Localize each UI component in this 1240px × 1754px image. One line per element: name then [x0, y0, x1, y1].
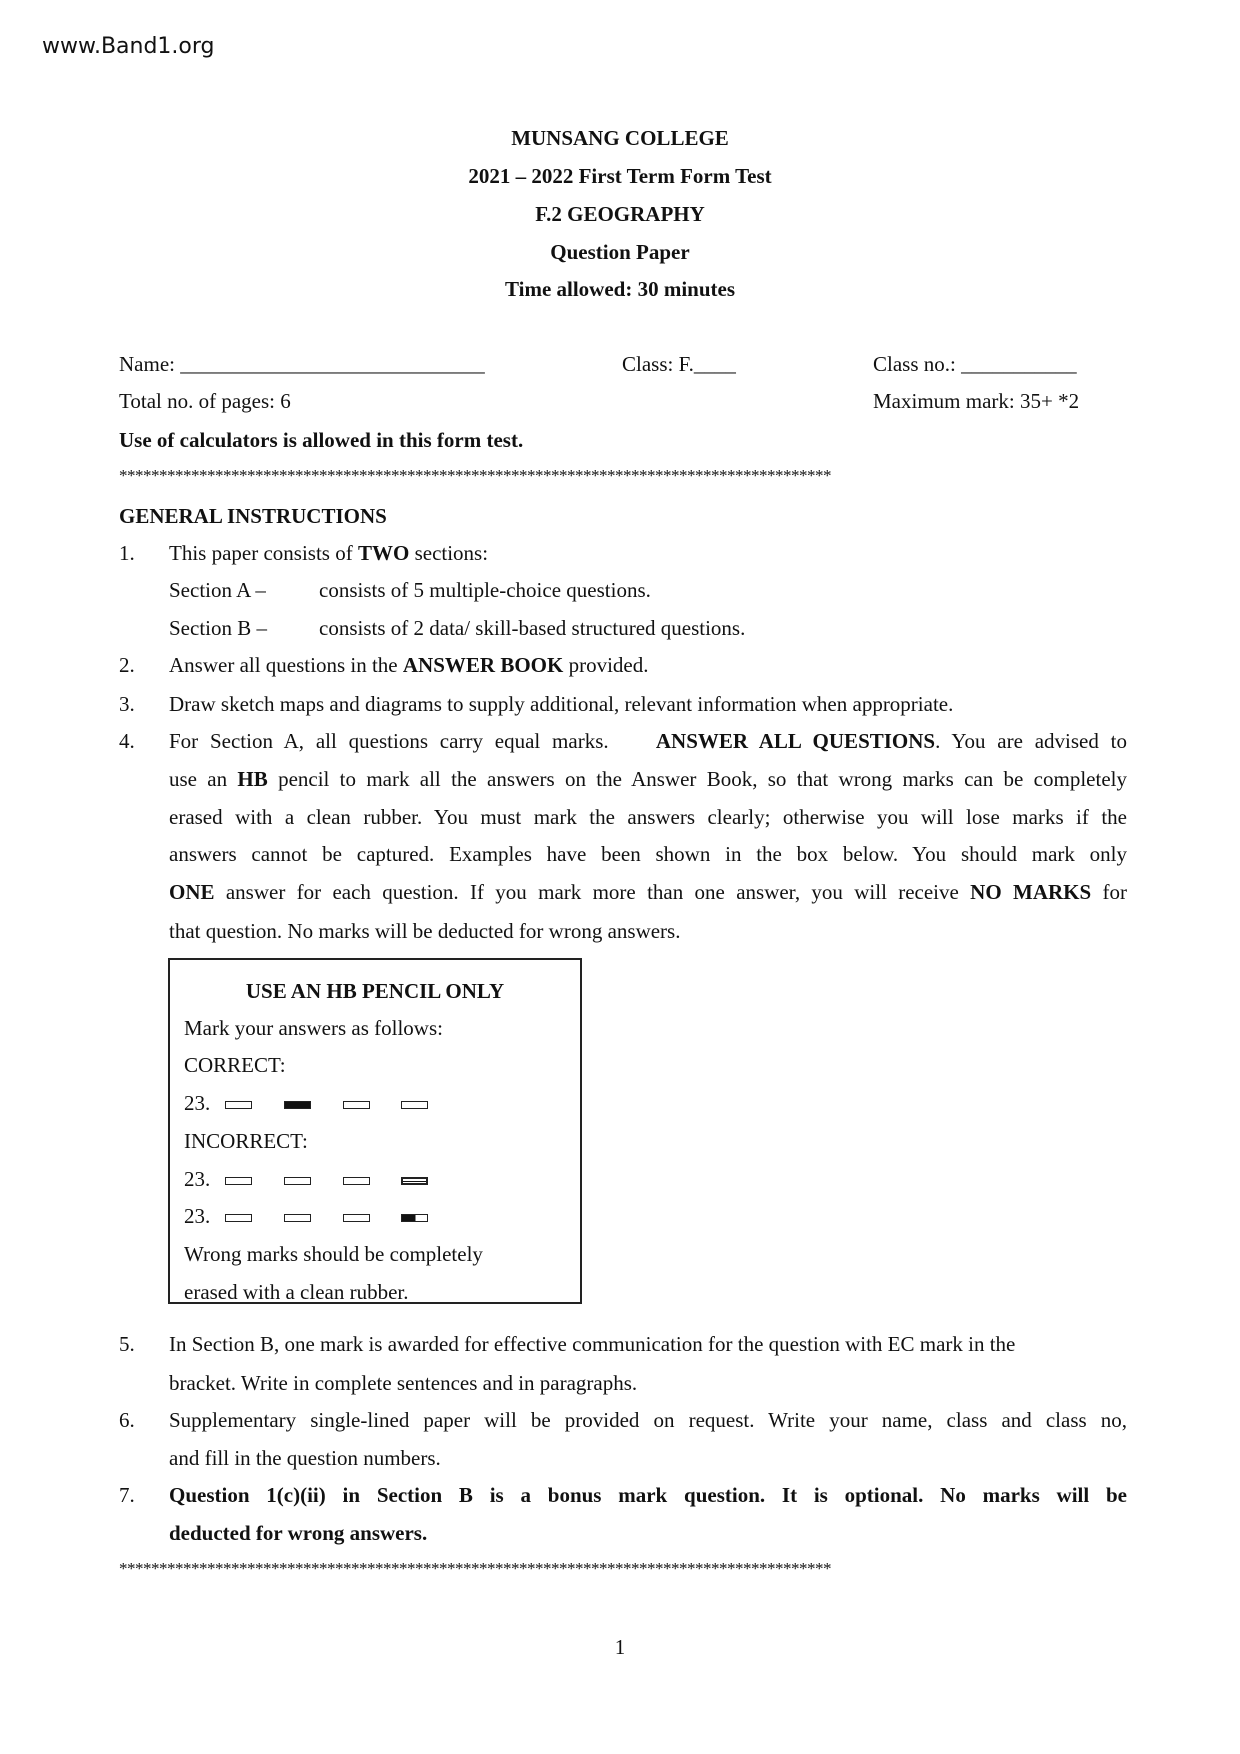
time-allowed: Time allowed: 30 minutes	[504, 277, 736, 301]
subject: F.2 GEOGRAPHY	[535, 202, 705, 226]
separator: *****************************************************************************************	[119, 1559, 831, 1578]
school-name: MUNSANG COLLEGE	[511, 126, 729, 150]
name-blank[interactable]: _____________________________	[180, 352, 485, 376]
item-number: 7.	[119, 1483, 135, 1507]
instruction-5-line: bracket. Write in complete sentences and in paragraphs.	[169, 1371, 638, 1395]
box-title: USE AN HB PENCIL ONLY	[245, 979, 505, 1003]
instruction-4-line: answers cannot be captured. Examples have been shown in the box below. You should mark only	[169, 842, 1127, 866]
class-blank[interactable]: ____	[693, 352, 736, 376]
instruction-7-line: deducted for wrong answers.	[169, 1521, 428, 1545]
incorrect-label: INCORRECT:	[184, 1129, 308, 1153]
name-field[interactable]	[119, 352, 485, 376]
answer-bubble-half-filled	[401, 1214, 428, 1222]
answer-bubble-empty	[225, 1214, 252, 1222]
instruction-6-line: and fill in the question numbers.	[169, 1446, 441, 1470]
paper-type: Question Paper	[550, 240, 690, 264]
question-number: 23.	[184, 1091, 211, 1115]
section-b-text: consists of 2 data/ skill-based structured questions.	[319, 616, 746, 640]
item-number: 5.	[119, 1332, 135, 1356]
class-no-label: Class no.:	[873, 352, 956, 376]
item-number: 6.	[119, 1408, 135, 1432]
answer-bubble-empty	[284, 1214, 311, 1222]
answer-bubble-filled	[284, 1101, 311, 1109]
section-a-text: consists of 5 multiple-choice questions.	[319, 578, 651, 602]
box-instruction: Mark your answers as follows:	[184, 1016, 443, 1040]
instruction-4-line: erased with a clean rubber. You must mark the answers clearly; otherwise you will lose marks if the	[169, 805, 1127, 829]
page-number: 1	[614, 1635, 626, 1659]
box-note: Wrong marks should be completely	[184, 1242, 483, 1266]
class-no-blank[interactable]: ___________	[961, 352, 1077, 376]
maximum-mark: Maximum mark: 35+ *2	[873, 389, 1080, 413]
instruction-1: This paper consists of TWO sections:	[169, 541, 489, 565]
separator: *****************************************************************************************	[119, 466, 831, 485]
total-pages: Total no. of pages: 6	[119, 389, 291, 413]
instruction-4-line: that question. No marks will be deducted for wrong answers.	[169, 919, 681, 943]
instruction-2: Answer all questions in the ANSWER BOOK provided.	[169, 653, 649, 677]
instructions-title: GENERAL INSTRUCTIONS	[119, 504, 387, 528]
box-note: erased with a clean rubber.	[184, 1280, 409, 1304]
question-number: 23.	[184, 1204, 211, 1228]
answer-bubble-empty	[284, 1177, 311, 1185]
class-label: Class: F.	[622, 352, 694, 376]
answer-bubble-empty	[225, 1101, 252, 1109]
answer-bubble-outlined	[401, 1177, 428, 1185]
class-no-field[interactable]	[873, 352, 1077, 376]
correct-label: CORRECT:	[184, 1053, 286, 1077]
instruction-4-line: use an HB pencil to mark all the answers on the Answer Book, so that wrong marks can be completely	[169, 767, 1127, 791]
instruction-4-line: For Section A, all questions carry equal marks. ANSWER ALL QUESTIONS. You are advised to	[169, 729, 1127, 753]
name-label: Name:	[119, 352, 175, 376]
answer-bubble-empty	[343, 1177, 370, 1185]
instruction-7-line: Question 1(c)(ii) in Section B is a bonus mark question. It is optional. No marks will be	[169, 1483, 1127, 1507]
instruction-4-line: ONE answer for each question. If you mark more than one answer, you will receive NO MARKS for	[169, 880, 1127, 904]
answer-bubble-empty	[401, 1101, 428, 1109]
instruction-6-line: Supplementary single-lined paper will be provided on request. Write your name, class and class no,	[169, 1408, 1127, 1432]
watermark: www.Band1.org	[42, 34, 215, 59]
hb-pencil-box	[168, 958, 582, 1304]
class-field[interactable]	[622, 352, 736, 376]
answer-bubble-empty	[225, 1177, 252, 1185]
item-number: 2.	[119, 653, 135, 677]
answer-bubble-empty	[343, 1214, 370, 1222]
question-number: 23.	[184, 1167, 211, 1191]
section-a-label: Section A –	[169, 578, 266, 602]
instruction-3: Draw sketch maps and diagrams to supply additional, relevant information when appropriate.	[169, 692, 954, 716]
test-term: 2021 – 2022 First Term Form Test	[468, 164, 772, 188]
instruction-5-line: In Section B, one mark is awarded for effective communication for the question with EC mark in the	[169, 1332, 1016, 1356]
answer-bubble-empty	[343, 1101, 370, 1109]
item-number: 3.	[119, 692, 135, 716]
section-b-label: Section B –	[169, 616, 267, 640]
calculator-notice: Use of calculators is allowed in this form test.	[119, 428, 524, 452]
item-number: 4.	[119, 729, 135, 753]
item-number: 1.	[119, 541, 135, 565]
